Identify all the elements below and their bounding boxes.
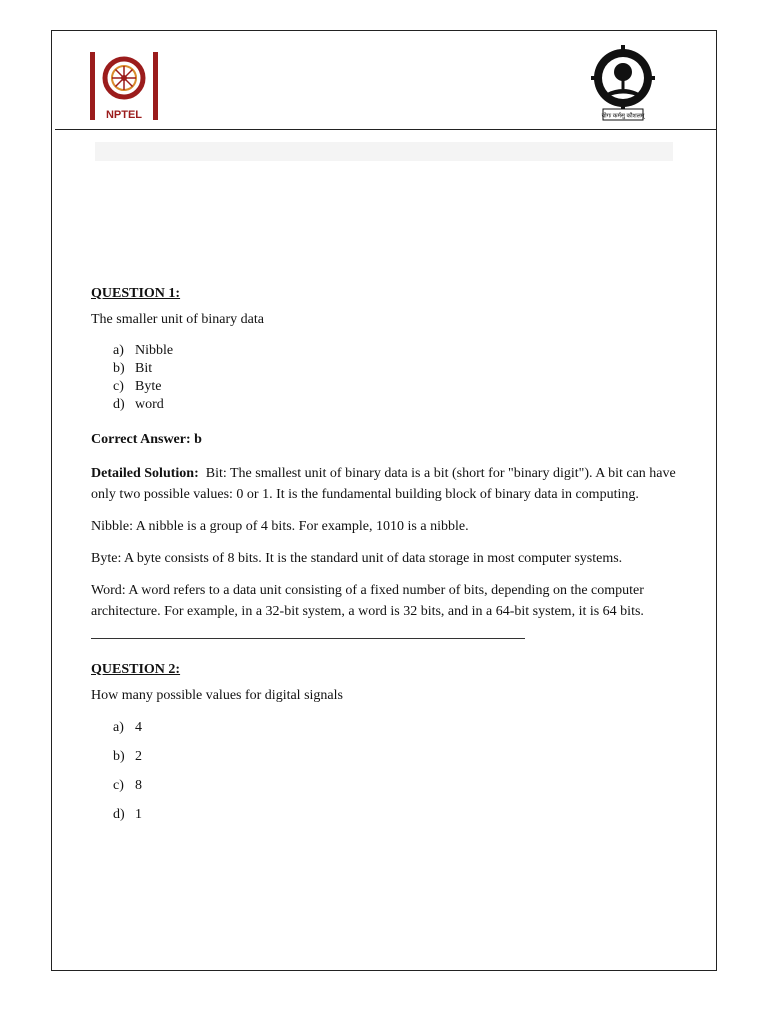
nibble-paragraph: Nibble: A nibble is a group of 4 bits. For example, 1010 is a nibble.	[91, 519, 469, 534]
question-1-text: The smaller unit of binary data	[91, 312, 264, 327]
header-rule	[55, 129, 717, 130]
question-2-options	[91, 718, 691, 825]
question-2-text: How many possible values for digital signals	[91, 688, 343, 703]
option-d: d) word	[113, 397, 164, 412]
iit-logo	[591, 45, 655, 123]
question-1-options	[91, 342, 691, 414]
question-2-heading: QUESTION 2:	[91, 662, 181, 677]
section-divider	[91, 638, 525, 639]
option-c: c) Byte	[113, 379, 162, 394]
nptel-logo	[90, 50, 158, 122]
option-c: c) 8	[113, 778, 142, 793]
option-a: a) Nibble	[113, 343, 174, 358]
nptel-logo-text: NPTEL	[105, 109, 143, 121]
correct-answer: Correct Answer: b	[91, 432, 202, 447]
option-a: a) 4	[113, 720, 142, 735]
question-1-heading: QUESTION 1:	[91, 286, 181, 301]
question-content	[91, 284, 691, 834]
solution-text: Bit: The smallest unit of binary data is a bit (short for "binary digit"). A bit can have only two possible values: 0 or 1. It is the fundamental building block of binary data in computing.	[91, 466, 676, 502]
iit-motto: योगः कर्मसु कौशलम्	[601, 113, 645, 120]
byte-paragraph: Byte: A byte consists of 8 bits. It is the standard unit of data storage in most computer systems.	[91, 551, 623, 566]
solution-label: Detailed Solution:	[91, 466, 199, 481]
option-b: b) 2	[113, 749, 142, 764]
banner-band	[95, 142, 673, 161]
detailed-solution	[91, 463, 691, 505]
option-b: b) Bit	[113, 361, 153, 376]
word-paragraph: Word: A word refers to a data unit consisting of a fixed number of bits, depending on the computer architecture. For example, in a 32-bit system, a word is 32 bits, and in a 64-bit system, it is 64 bits.	[91, 583, 644, 619]
option-d: d) 1	[113, 807, 142, 822]
